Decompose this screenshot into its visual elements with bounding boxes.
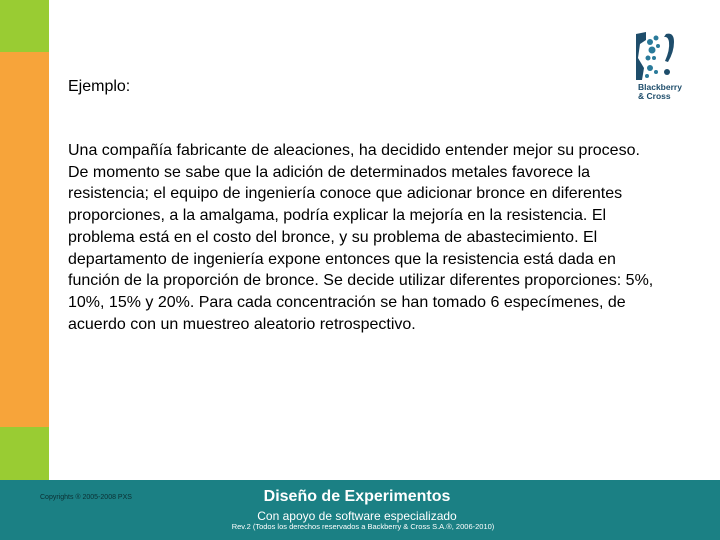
side-bar-orange xyxy=(0,52,49,427)
slide-body-text: Una compañía fabricante de aleaciones, ha decidido entender mejor su proceso. De momento se sabe que la adición de determinados metales favorece la resistencia; el equipo de ingeniería conoce que adicionar bronce en diferentes proporciones, a la amalgama, podría explicar la mejoría en la resistencia. El problema está en el costo del bronce, y su problema de abastecimiento. El departamento de ingeniería expone entonces que la resistencia está dada en función de la proporción de bronce. Se decide utilizar diferentes proporciones: 5%, 10%, 15% y 20%. Para cada concentración se han tomado 6 especímenes, de acuerdo con un muestreo aleatorio retrospectivo. xyxy=(68,142,654,333)
footer-title: Diseño de Experimentos xyxy=(263,488,451,505)
side-bar-green-top xyxy=(0,0,49,52)
logo-text-line1: Blackberry xyxy=(638,82,682,92)
slide-heading: Ejemplo: xyxy=(68,78,131,95)
company-logo xyxy=(632,28,692,104)
copyright-text: Copyrights ® 2005-2008 PXS xyxy=(40,494,132,501)
side-bar-green-bottom xyxy=(0,427,49,480)
blackberry-cross-logo-icon xyxy=(634,28,684,84)
footer-bar xyxy=(0,480,720,540)
logo-text-line2: & Cross xyxy=(638,90,671,101)
footer-subtitle: Con apoyo de software especializado xyxy=(257,509,457,523)
footer-rights-text: Rev.2 (Todos los derechos reservados a Backberry & Cross S.A.®, 2006-2010) xyxy=(231,522,495,531)
